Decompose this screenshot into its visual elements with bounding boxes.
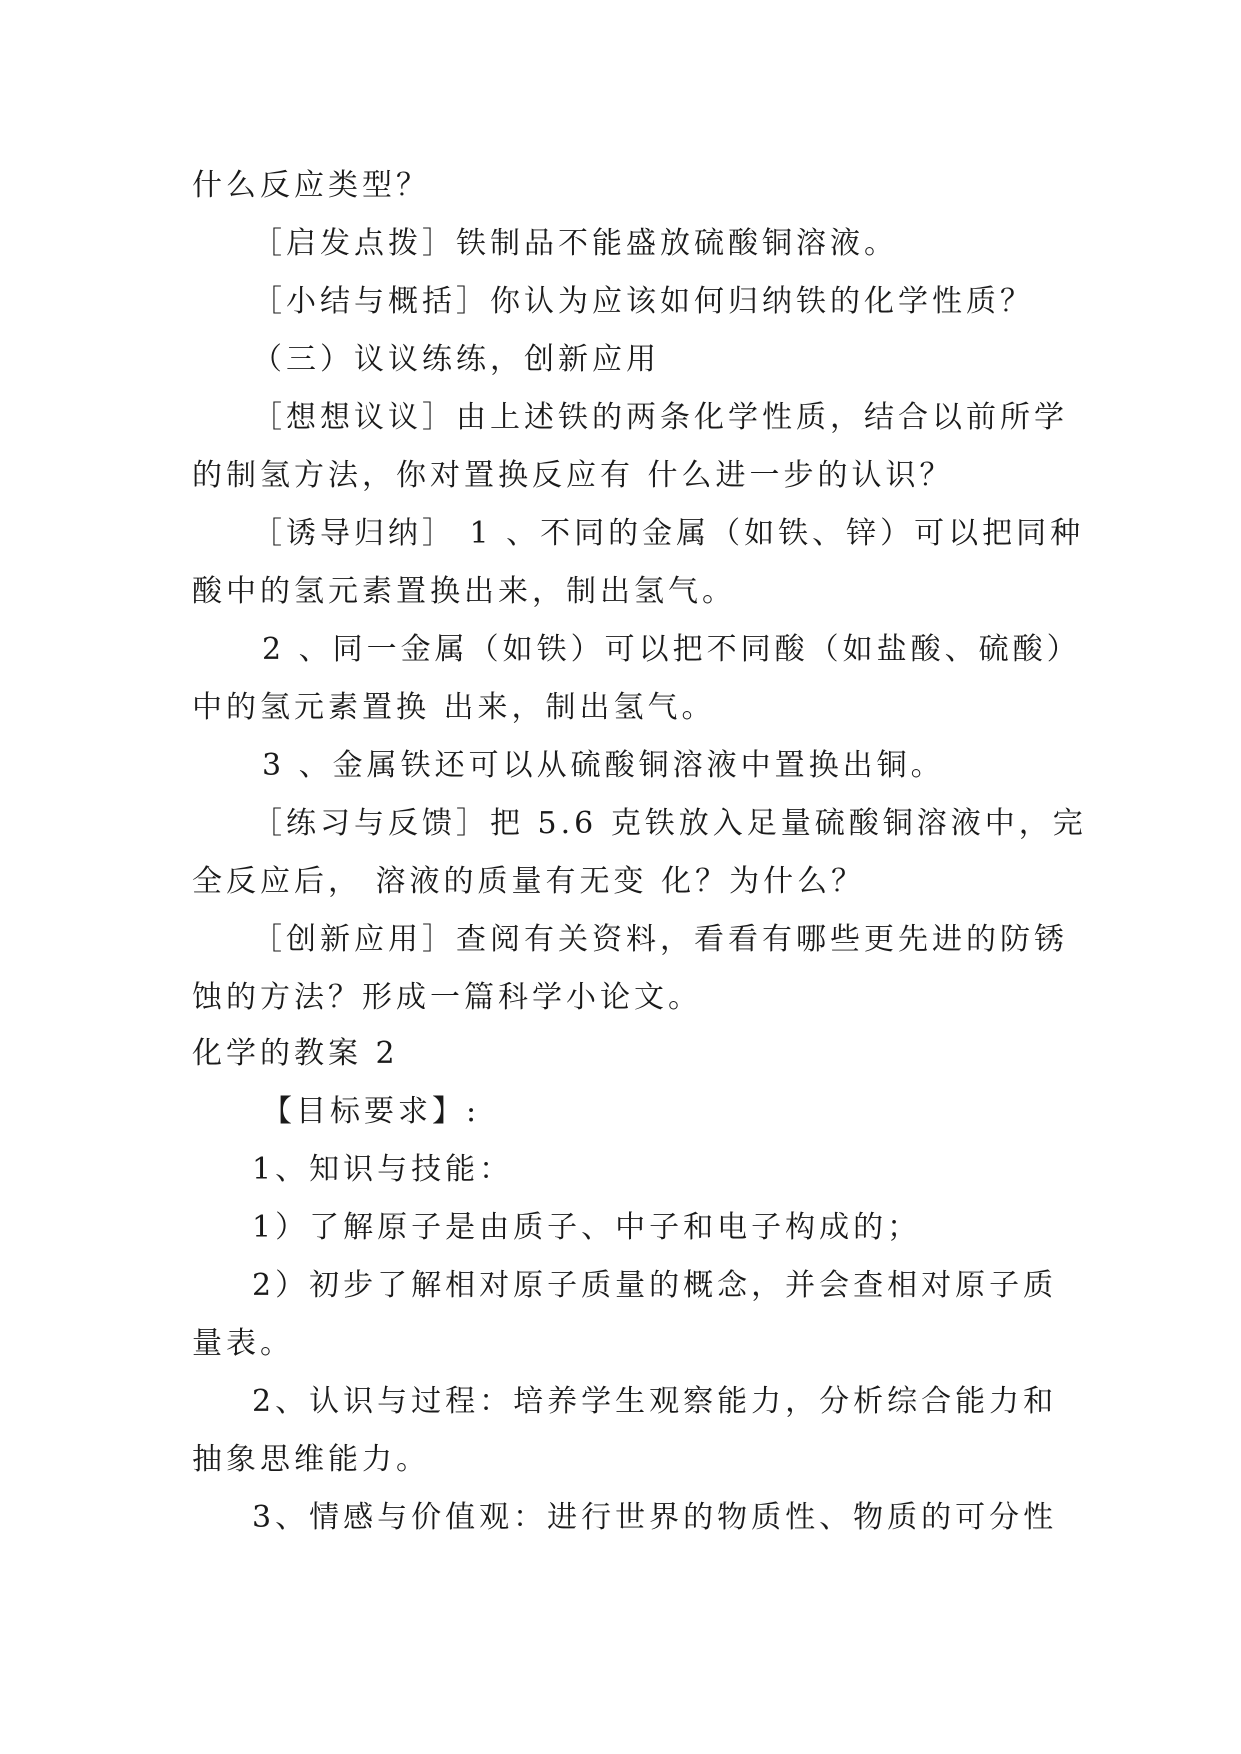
text-line-21: 量表。 [192, 1326, 294, 1361]
text-line-6: 的制氢方法，你对置换反应有 什么进一步的认识？ [192, 458, 954, 493]
text-line-14: ［创新应用］查阅有关资料，看看有哪些更先进的防锈 [252, 922, 1068, 957]
section-heading: （三）议议练练，创新应用 [252, 342, 660, 377]
text-line-22: 2、认识与过程：培养学生观察能力，分析综合能力和 [252, 1384, 1058, 1419]
text-line-9: 2 、同一金属（如铁）可以把不同酸（如盐酸、硫酸） [262, 632, 1081, 667]
text-line-8: 酸中的氢元素置换出来，制出氢气。 [192, 574, 736, 609]
text-line-12: ［练习与反馈］把 5.6 克铁放入足量硫酸铜溶液中，完 [252, 806, 1087, 841]
text-line-7: ［诱导归纳］ 1 、不同的金属（如铁、锌）可以把同种 [252, 516, 1085, 551]
text-line-10: 中的氢元素置换 出来，制出氢气。 [192, 690, 716, 725]
document-title: 化学的教案 2 [192, 1036, 399, 1071]
text-line-15: 蚀的方法？形成一篇科学小论文。 [192, 980, 702, 1015]
text-line-5: ［想想议议］由上述铁的两条化学性质，结合以前所学 [252, 400, 1068, 435]
text-line-24: 3、情感与价值观：进行世界的物质性、物质的可分性 [252, 1500, 1058, 1535]
text-line-11: 3 、金属铁还可以从硫酸铜溶液中置换出铜。 [262, 748, 945, 783]
text-line-20: 2）初步了解相对原子质量的概念，并会查相对原子质 [252, 1268, 1058, 1303]
text-line-23: 抽象思维能力。 [192, 1442, 430, 1477]
text-line-3: ［小结与概括］你认为应该如何归纳铁的化学性质？ [252, 284, 1034, 319]
text-line-18: 1、知识与技能： [252, 1152, 514, 1187]
text-line-13: 全反应后， 溶液的质量有无变 化？为什么？ [192, 864, 866, 899]
text-line-2: ［启发点拨］铁制品不能盛放硫酸铜溶液。 [252, 226, 898, 261]
objectives-heading: 【目标要求】: [262, 1094, 481, 1129]
text-line-1: 什么反应类型？ [192, 168, 430, 203]
text-line-19: 1）了解原子是由质子、中子和电子构成的； [252, 1210, 922, 1245]
